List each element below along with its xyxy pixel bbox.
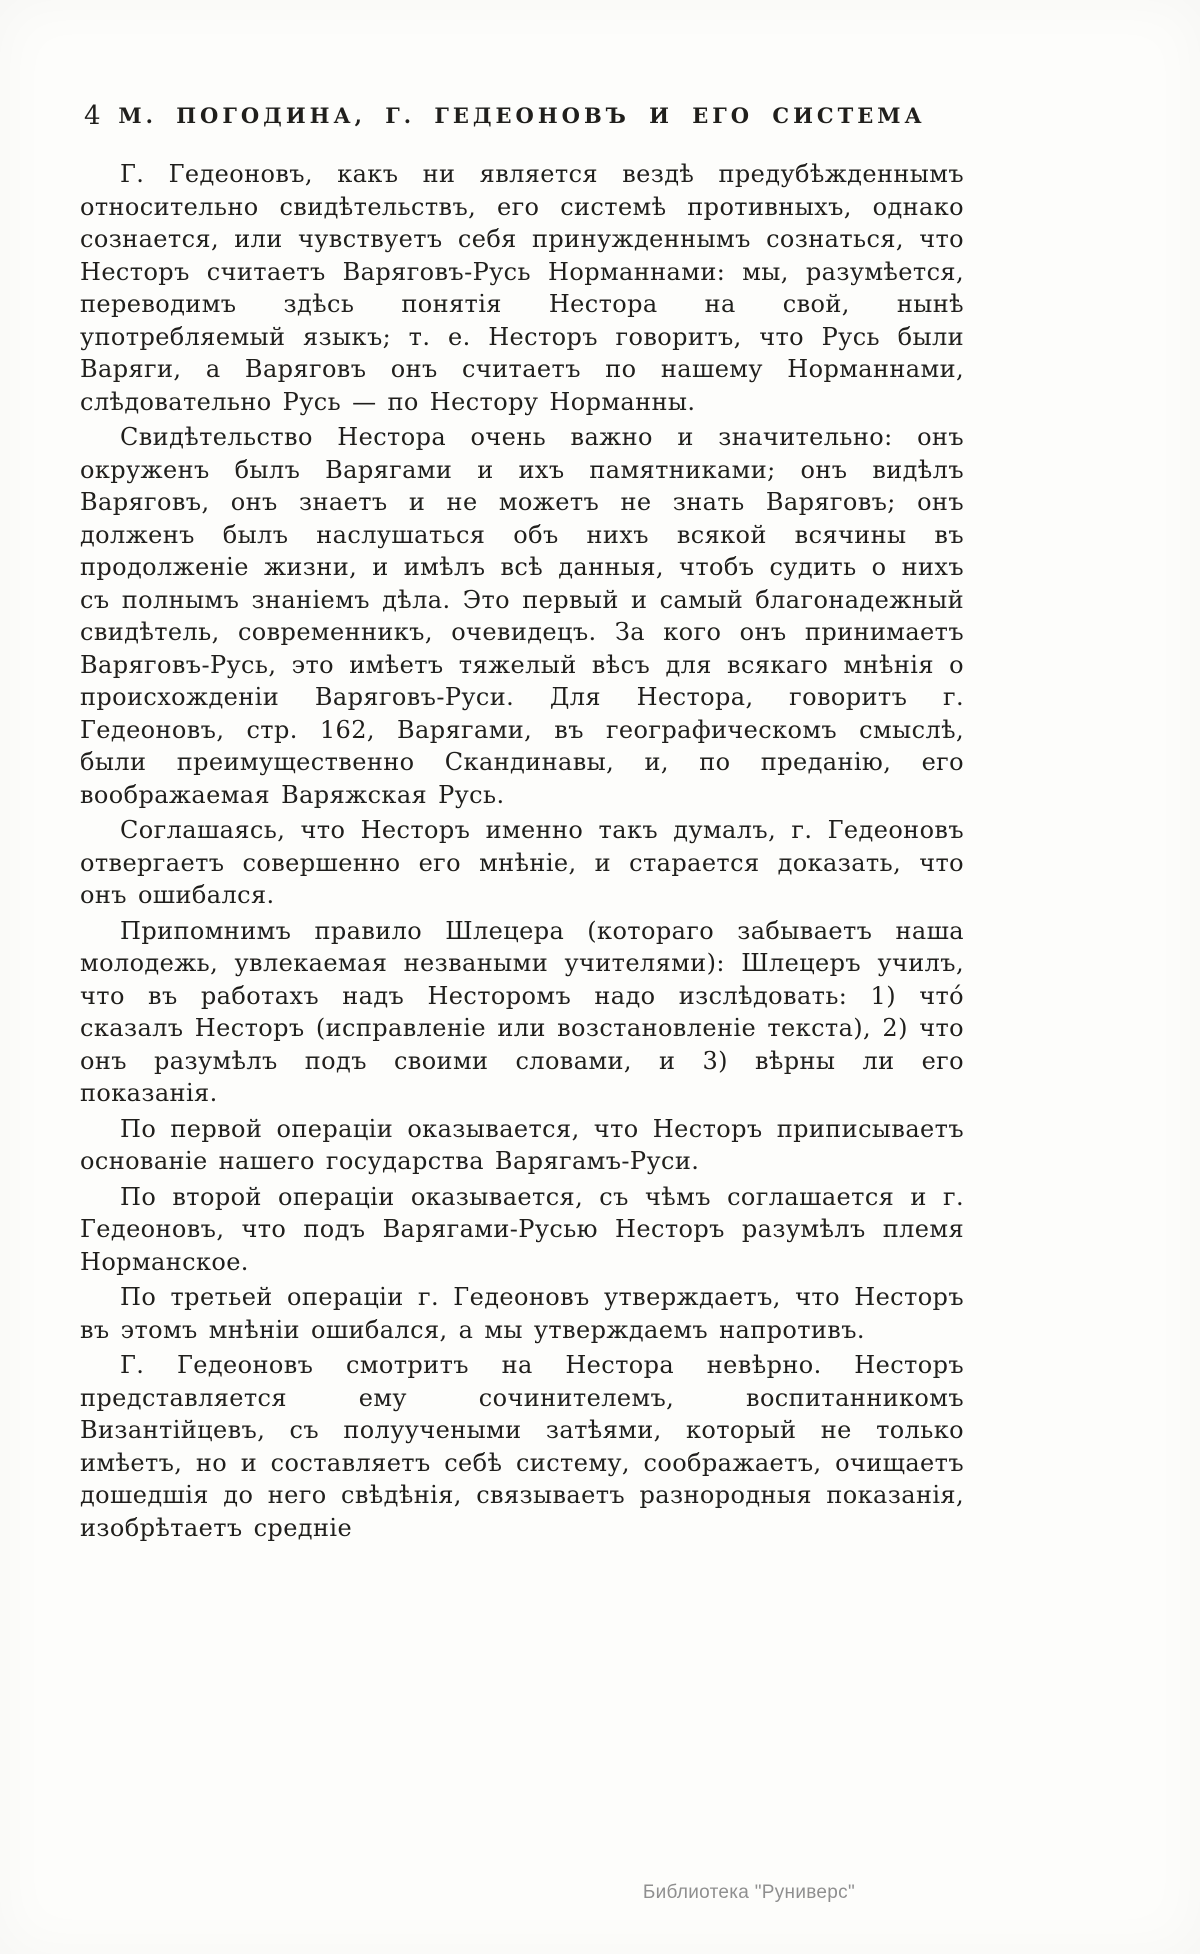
text-block: [80, 158, 964, 1547]
paragraph-7: По третьей операціи г. Гедеоновъ утверждаетъ, что Несторъ въ этомъ мнѣніи ошибался, а мы утверждаемъ напротивъ.: [80, 1283, 964, 1344]
paragraph-6: По второй операціи оказывается, съ чѣмъ соглашается и г. Гедеоновъ, что подъ Варягами-Русью Несторъ разумѣлъ племя Норманское.: [80, 1182, 964, 1276]
page-header: [80, 101, 964, 131]
paragraph-8: Г. Гедеоновъ смотритъ на Нестора невѣрно. Несторъ представляется ему сочинителемъ, воспитанникомъ Византійцевъ, съ полуучеными затѣями, который не только имѣетъ, но и составляетъ себѣ систему, соображаетъ, очищаетъ дошедшія до него свѣдѣнія, связываетъ разнородныя показанія, изобрѣтаетъ средніе: [80, 1351, 964, 1542]
page-number: 4: [84, 101, 102, 131]
paragraph-1: Г. Гедеоновъ, какъ ни является вездѣ предубѣжденнымъ относительно свидѣтельствъ, его системѣ противныхъ, однако сознается, или чувствуетъ себя принужденнымъ сознаться, что Несторъ считаетъ Варяговъ-Русь Норманнами: мы, разумѣется, переводимъ здѣсь понятія Нестора на свой, нынѣ употребляемый языкъ; т. е. Несторъ говоритъ, что Русь были Варяги, а Варяговъ онъ считаетъ по нашему Норманнами, слѣдовательно Русь — по Нестору Норманны.: [80, 160, 964, 416]
library-watermark: Библиотека "Руниверс": [642, 1882, 855, 1903]
paragraph-3: Соглашаясь, что Несторъ именно такъ думалъ, г. Гедеоновъ отвергаетъ совершенно его мнѣніе, и старается доказать, что онъ ошибался.: [80, 816, 964, 909]
paragraph-5: По первой операціи оказывается, что Несторъ приписываетъ основаніе нашего государства Варягамъ-Руси.: [80, 1114, 964, 1175]
paragraph-2: Свидѣтельство Нестора очень важно и значительно: онъ окруженъ былъ Варягами и ихъ памятниками; онъ видѣлъ Варяговъ, онъ знаетъ и не можетъ не знать Варяговъ; онъ долженъ былъ наслушаться объ нихъ всякой всячины въ продолженіе жизни, и имѣлъ всѣ данныя, чтобъ судить о нихъ съ полнымъ знаніемъ дѣла. Это первый и самый благонадежный свидѣтель, современникъ, очевидецъ. За кого онъ принимаетъ Варяговъ-Русь, это имѣетъ тяжелый вѣсъ для всякаго мнѣнія о происхожденіи Варяговъ-Руси. Для Нестора, говоритъ г. Гедеоновъ, стр. 162, Варягами, въ географическомъ смыслѣ, были преимущественно Скандинавы, и, по преданію, его воображаемая Варяжская Русь.: [80, 423, 964, 809]
running-title: М. ПОГОДИНА, Г. ГЕДЕОНОВЪ И ЕГО СИСТЕМА: [118, 103, 926, 128]
paragraph-4: Припомнимъ правило Шлецера (котораго забываетъ наша молодежь, увлекаемая незваными учителями): Шлецеръ училъ, что въ работахъ надъ Несторомъ надо изслѣдовать: 1) чтó сказалъ Несторъ (исправленіе или возстановленіе текста), 2) что онъ разумѣлъ подъ своими словами, и 3) вѣрны ли его показанія.: [80, 916, 964, 1107]
